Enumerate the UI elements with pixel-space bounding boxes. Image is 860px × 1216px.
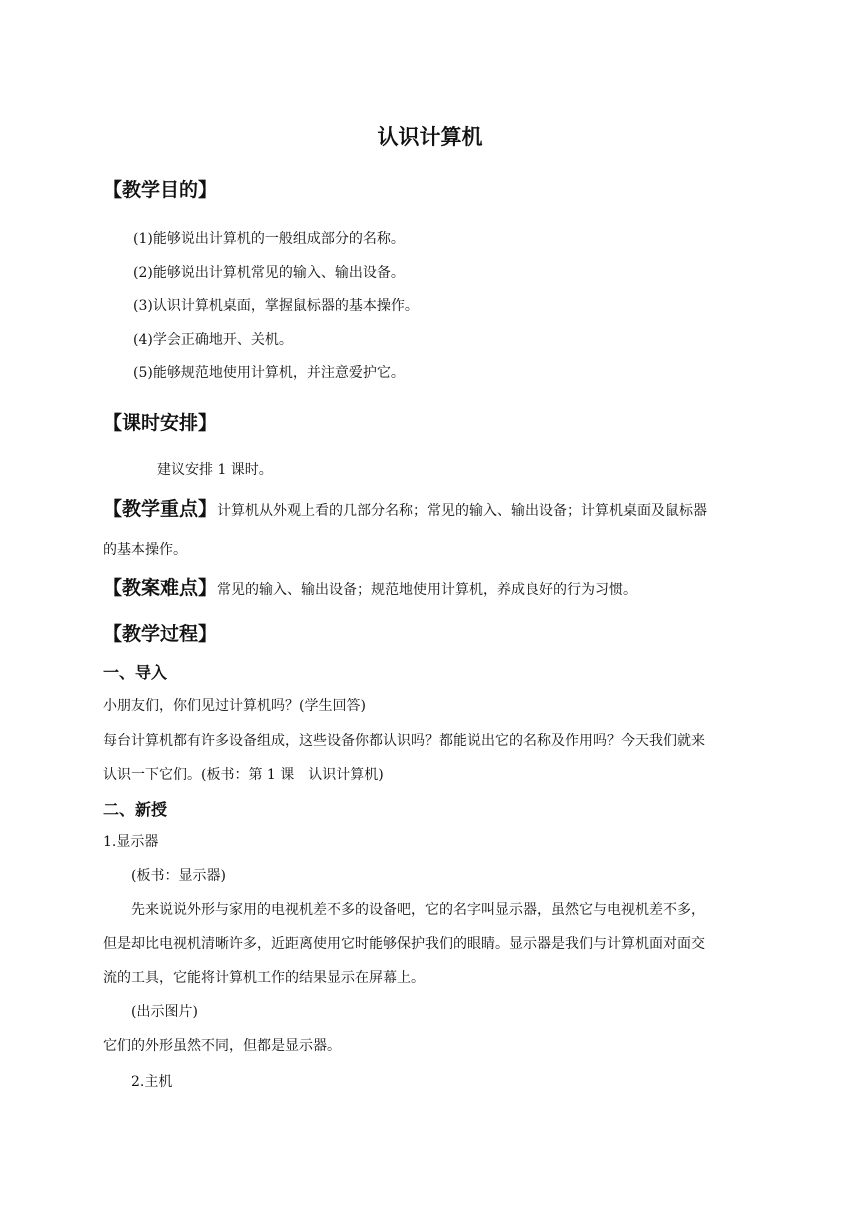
intro-paragraph: 每台计算机都有许多设备组成，这些设备你都认识吗？都能说出它的名称及作用吗？今天我们就来 bbox=[103, 733, 705, 749]
keypoints-heading: 【教学重点】 bbox=[103, 498, 218, 520]
monitor-note: 它们的外形虽然不同，但都是显示器。 bbox=[103, 1038, 341, 1054]
difficulties-heading: 【教案难点】 bbox=[103, 577, 218, 599]
objective-item: (3)认识计算机桌面，掌握鼠标器的基本操作。 bbox=[133, 298, 419, 314]
board-note: (板书：显示器) bbox=[131, 868, 226, 884]
schedule-text: 建议安排 1 课时。 bbox=[157, 462, 273, 478]
keypoints-paragraph bbox=[103, 494, 707, 521]
intro-paragraph-cont: 认识一下它们。(板书：第 1 课 认识计算机) bbox=[103, 767, 384, 783]
schedule-heading: 【课时安排】 bbox=[103, 412, 218, 434]
objective-item: (5)能够规范地使用计算机，并注意爱护它。 bbox=[133, 365, 405, 381]
picture-note: (出示图片) bbox=[131, 1004, 198, 1020]
difficulties-text: 常见的输入、输出设备；规范地使用计算机，养成良好的行为习惯。 bbox=[217, 582, 638, 598]
keypoints-text: 计算机从外观上看的几部分名称；常见的输入、输出设备；计算机桌面及鼠标器 bbox=[217, 503, 708, 519]
monitor-description-cont: 流的工具，它能将计算机工作的结果显示在屏幕上。 bbox=[103, 970, 425, 986]
objectives-heading: 【教学目的】 bbox=[103, 179, 218, 201]
new-heading: 二、新授 bbox=[103, 800, 168, 819]
keypoints-text-cont: 的基本操作。 bbox=[103, 542, 187, 558]
page-title: 认识计算机 bbox=[377, 125, 483, 149]
monitor-description-cont: 但是却比电视机清晰许多，近距离使用它时能够保护我们的眼睛。显示器是我们与计算机面对面交 bbox=[103, 936, 705, 952]
objective-item: (4)学会正确地开、关机。 bbox=[133, 332, 293, 348]
intro-heading: 一、导入 bbox=[103, 663, 168, 682]
process-heading: 【教学过程】 bbox=[103, 623, 218, 645]
section-item-host: 2.主机 bbox=[131, 1074, 173, 1090]
monitor-description: 先来说说外形与家用的电视机差不多的设备吧，它的名字叫显示器，虽然它与电视机差不多， bbox=[131, 902, 705, 918]
section-item-monitor: 1.显示器 bbox=[103, 834, 159, 850]
intro-paragraph: 小朋友们，你们见过计算机吗？(学生回答) bbox=[103, 698, 366, 714]
difficulties-paragraph bbox=[103, 573, 637, 600]
objective-item: (1)能够说出计算机的一般组成部分的名称。 bbox=[133, 231, 405, 247]
objective-item: (2)能够说出计算机常见的输入、输出设备。 bbox=[133, 265, 405, 281]
